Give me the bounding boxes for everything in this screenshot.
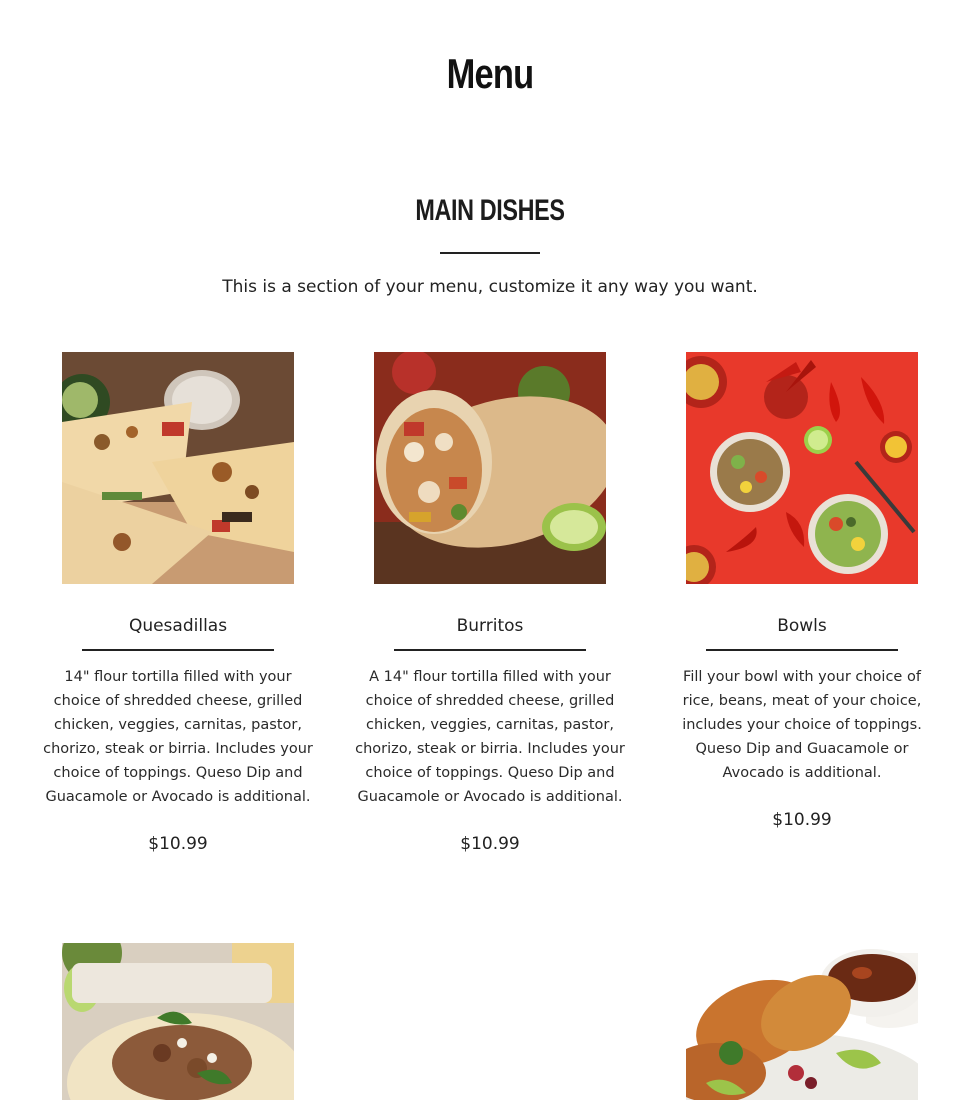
menu-item-bowls — [662, 352, 942, 830]
item-divider — [394, 649, 586, 651]
item-description: Fill your bowl with your choice of rice, beans, meat of your choice, includes your choice of toppings. Queso Dip and Guacamole or Avocado is additional. — [682, 669, 922, 781]
page-title: Menu — [446, 50, 534, 97]
burrito-photo — [374, 352, 606, 584]
tacos-photo — [62, 943, 294, 1100]
item-price: $10.99 — [772, 810, 832, 830]
section-description: This is a section of your menu, customize it any way you want. — [222, 277, 758, 297]
menu-item-burritos — [350, 352, 630, 854]
item-name: Quesadillas — [128, 616, 228, 636]
item-description: 14" flour tortilla filled with your choice of shredded cheese, grilled chicken, veggies, carnitas, pastor, chorizo, steak or birria. Includes your choice of toppings. Queso Dip and Guacamole or Avocado is additional. — [43, 669, 313, 805]
bowls-photo — [686, 352, 918, 584]
item-description: A 14" flour tortilla filled with your choice of shredded cheese, grilled chicken, veggies, carnitas, pastor, chorizo, steak or birria. Includes your choice of toppings. Queso Dip and Guacamole or Avocado is additional. — [355, 669, 625, 805]
item-price: $10.99 — [148, 834, 208, 854]
section-title: MAIN DISHES — [415, 194, 565, 227]
item-divider — [82, 649, 274, 651]
item-divider — [706, 649, 898, 651]
birria-tacos-photo — [686, 943, 918, 1100]
section-divider — [440, 252, 540, 254]
item-price: $10.99 — [460, 834, 520, 854]
menu-item-quesadillas — [38, 352, 318, 854]
item-name: Burritos — [456, 616, 524, 636]
quesadilla-photo — [62, 352, 294, 584]
item-name: Bowls — [777, 616, 827, 636]
